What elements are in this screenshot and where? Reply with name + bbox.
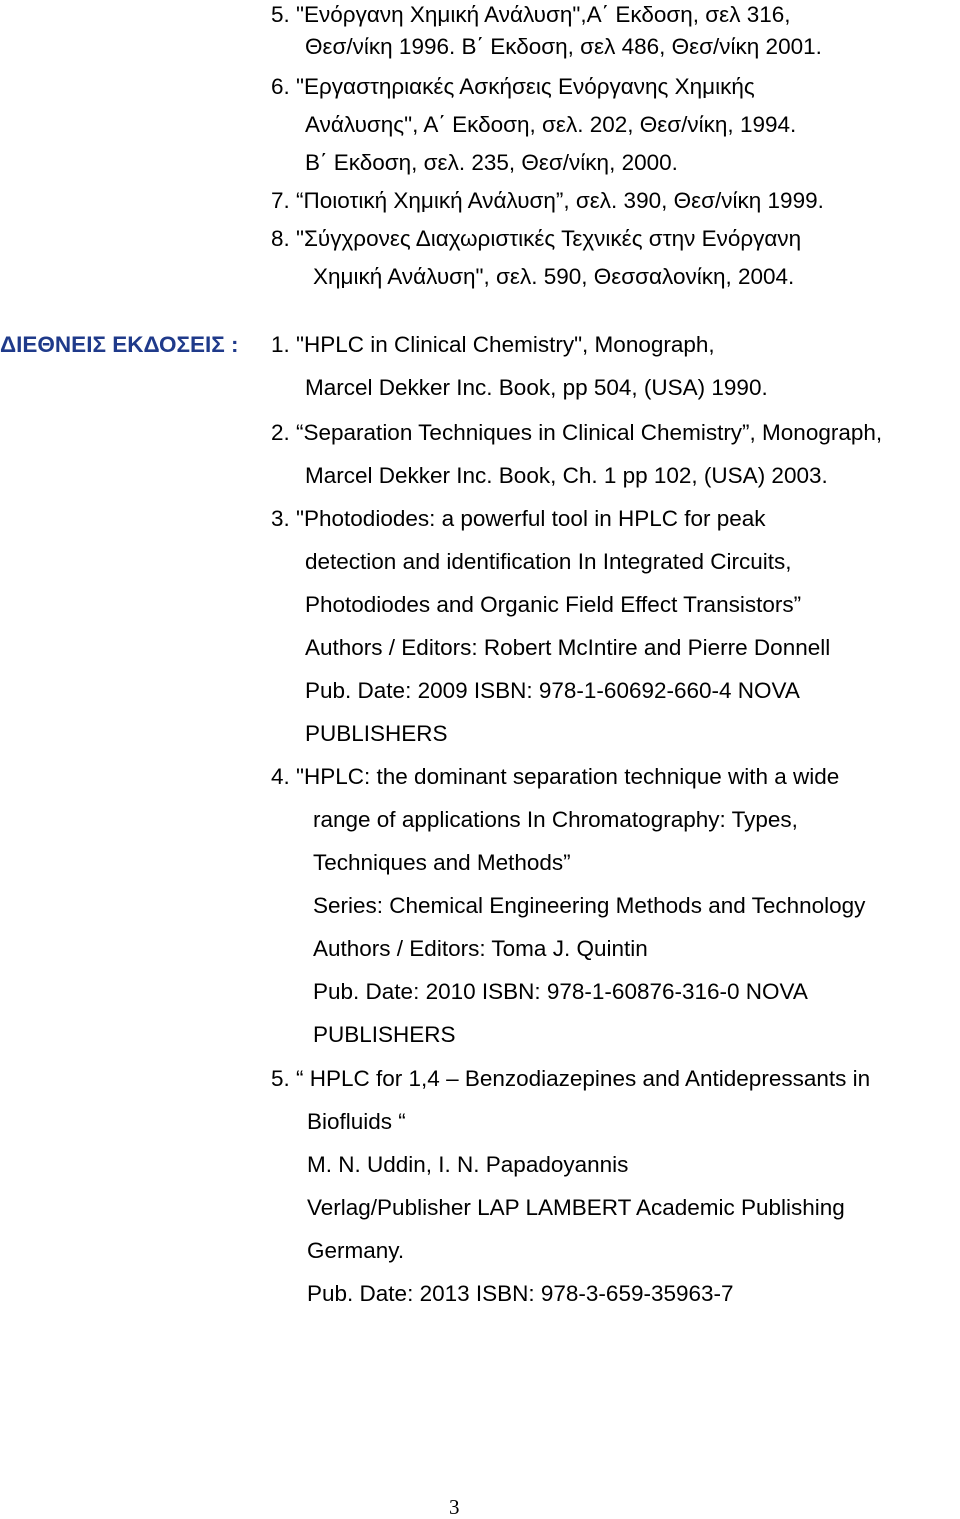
intl-item-3-line-4: Authors / Editors: Robert McIntire and Pierre Donnell — [305, 635, 831, 660]
intl-item-4-line-1: 4. "HPLC: the dominant separation technique with a wide — [271, 764, 840, 789]
intl-item-5-line-3: M. N. Uddin, I. N. Papadoyannis — [307, 1152, 629, 1177]
greek-item-6-line-1: 6. "Εργαστηριακές Ασκήσεις Ενόργανης Χημικής — [271, 74, 755, 99]
intl-item-1-line-2: Marcel Dekker Inc. Book, pp 504, (USA) 1990. — [305, 375, 768, 400]
intl-item-5-line-1: 5. “ HPLC for 1,4 – Benzodiazepines and Antidepressants in — [271, 1066, 871, 1091]
intl-item-1-line-1: 1. "HPLC in Clinical Chemistry", Monograph, — [271, 332, 715, 357]
intl-publications-heading: ΔΙΕΘΝΕΙΣ ΕΚΔΟΣΕΙΣ : — [0, 332, 239, 357]
intl-item-2-line-2: Marcel Dekker Inc. Book, Ch. 1 pp 102, (USA) 2003. — [305, 463, 828, 488]
intl-item-5-line-4: Verlag/Publisher LAP LAMBERT Academic Publishing — [307, 1195, 845, 1220]
page-number: 3 — [449, 1495, 460, 1519]
greek-item-5-line-2: Θεσ/νίκη 1996. Β΄ Εκδοση, σελ 486, Θεσ/νίκη 2001. — [305, 34, 822, 59]
intl-item-2-line-1: 2. “Separation Techniques in Clinical Chemistry”, Monograph, — [271, 420, 883, 445]
intl-item-3-line-3: Photodiodes and Organic Field Effect Transistors” — [305, 592, 802, 617]
intl-item-4-line-6: Pub. Date: 2010 ISBN: 978-1-60876-316-0 NOVA — [313, 979, 808, 1004]
intl-item-4-line-3: Techniques and Methods” — [313, 850, 571, 875]
intl-item-4-line-7: PUBLISHERS — [313, 1022, 456, 1047]
intl-item-4-line-4: Series: Chemical Engineering Methods and Technology — [313, 893, 866, 918]
greek-item-7-line-1: 7. “Ποιοτική Χημική Ανάλυση”, σελ. 390, Θεσ/νίκη 1999. — [271, 188, 824, 213]
intl-item-4-line-5: Authors / Editors: Toma J. Quintin — [313, 936, 648, 961]
greek-item-5-line-1: 5. "Ενόργανη Χημική Ανάλυση",Α΄ Εκδοση, σελ 316, — [271, 2, 791, 27]
greek-item-6-line-3: Β΄ Εκδοση, σελ. 235, Θεσ/νίκη, 2000. — [305, 150, 678, 175]
intl-item-3-line-2: detection and identification In Integrated Circuits, — [305, 549, 792, 574]
intl-item-3-line-1: 3. "Photodiodes: a powerful tool in HPLC for peak — [271, 506, 766, 531]
intl-item-4-line-2: range of applications In Chromatography: Types, — [313, 807, 798, 832]
greek-item-8-line-2: Χημική Ανάλυση", σελ. 590, Θεσσαλονίκη, 2004. — [313, 264, 795, 289]
greek-item-8-line-1: 8. "Σύγχρονες Διαχωριστικές Τεχνικές στην Ενόργανη — [271, 226, 802, 251]
intl-item-3-line-6: PUBLISHERS — [305, 721, 448, 746]
intl-item-3-line-5: Pub. Date: 2009 ISBN: 978-1-60692-660-4 NOVA — [305, 678, 800, 703]
greek-item-6-line-2: Ανάλυσης", Α΄ Εκδοση, σελ. 202, Θεσ/νίκη, 1994. — [305, 112, 797, 137]
intl-item-5-line-2: Biofluids “ — [307, 1109, 406, 1134]
intl-item-5-line-6: Pub. Date: 2013 ISBN: 978-3-659-35963-7 — [307, 1281, 734, 1306]
intl-item-5-line-5: Germany. — [307, 1238, 405, 1263]
